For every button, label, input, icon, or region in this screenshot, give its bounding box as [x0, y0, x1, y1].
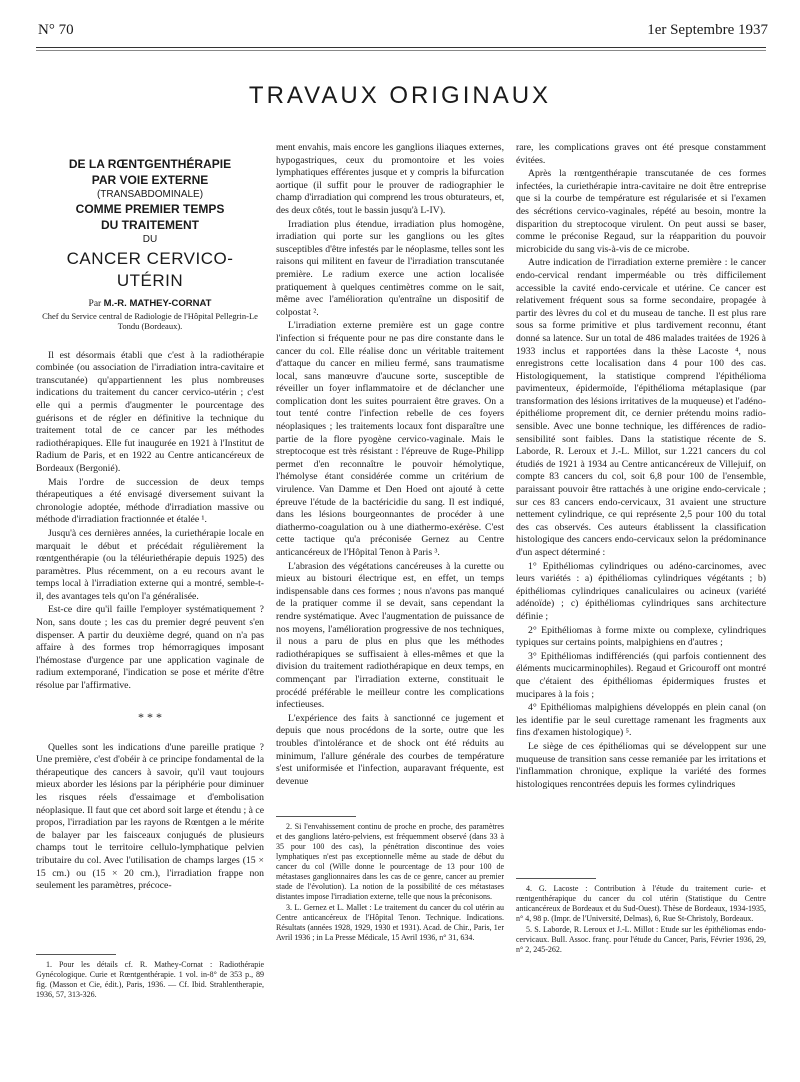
- footnotes-col-1: [36, 960, 264, 1001]
- footnote: 5. S. Laborde, R. Leroux et J.-L. Millot : Etude sur les épithéliomas endo-cervicaux. Bull. Assoc. franç. pour l'étude du Cancer, Paris, Février 1936, 29, n° 2, 245-262.: [516, 925, 766, 954]
- footnote: 3. L. Gernez et L. Mallet : Le traitement du cancer du col utérin au Centre anticancéreux de l'Hôpital Tenon. Technique. Indications. Résultats (années 1928, 1929, 1930 et 1931). Acad. de Chir., Paris, 1er Avril 1936 ; in La Presse Médicale, 15 Avril 1936, n° 31, 634.: [276, 903, 504, 942]
- footnote-rule: [276, 816, 356, 817]
- footnote: 4. G. Lacoste : Contribution à l'étude du traitement curie- et rœntgenthérapique du cancer du col utérin (Statistique du Centre anticancéreux de Bordeaux et du Sud-Ouest). Thèse de Bordeaux, 1934-1935, n° 4, 98 p. (Impr. de l'Université, Delmas), 6, Rue St-Christoly, Bordeaux.: [516, 884, 766, 923]
- title-line: DE LA RŒNTGENTHÉRAPIE: [68, 157, 232, 171]
- section-title: TRAVAUX ORIGINAUX: [248, 82, 552, 109]
- paragraph: Quelles sont les indications d'une pareille pratique ? Une première, c'est d'obéir à ce principe fondamental de la thérapeutique des cancers à savoir, qu'il vaut toujours mieux aborder les lésions par la périphérie pour diminuer les risques réels d'essaimage et d'embolisation néoplasique. Il faut que cet abord soit large et étendu ; à ce propos, l'irradiation par les rayons de Rœntgen a le mérite de balayer par les faisceaux conjugués de plusieurs champs tout le territoire cellulo-lymphatique pelvien tributaire du col. Avec l'utilisation de champs larges (15 × 15 cm.) ou (15 × 20 cm.), l'irradiation frappe non seulement les paramètres, précoce-: [36, 741, 264, 892]
- footnote: 1. Pour les détails cf. R. Mathey-Cornat : Radiothérapie Gynécologique. Curie et Rœntgenthérapie. 1 vol. in-8° de 353 p., 89 fig. (Masson et Cie, édit.), Paris, 1936. — Cf. Ibid. Strahlentherapie, 1936, 57, 313-326.: [36, 960, 264, 999]
- paragraph: Il est désormais établi que c'est à la radiothérapie combinée (ou association de l'irradiation intra-cavitaire et transcutanée) qu'appartiennent les plus nombreuses indications du traitement du cancer cervico-utérin ; c'est elle qui a permis d'augmenter le pourcentage des guérisons et de régler en définitive la technique du traitement total de ce cancer par les méthodes radiothérapiques. Elle fut inaugurée en 1921 à l'Institut de Radium de Paris, et en 1922 au Centre anticancéreux de Bordeaux (Bergonié).: [36, 349, 264, 474]
- author-affiliation: Chef du Service central de Radiologie de l'Hôpital Pellegrin-Le Tondu (Bordeaux).: [42, 310, 258, 332]
- title-line: CANCER CERVICO-UTÉRIN: [66, 249, 234, 290]
- footnotes-col-2: [276, 822, 504, 944]
- title-line: (TRANSABDOMINALE): [96, 189, 204, 200]
- paragraph: Le siège de ces épithéliomas qui se développent sur une muqueuse de transition sans cesse remaniée par les irritations et l'inflammation chronique, explique la variété des formes histologiques rencontrées depuis les formes cylindriques: [516, 740, 766, 790]
- paragraph: Est-ce dire qu'il faille l'employer systématiquement ? Non, sans doute ; les cas du premier degré peuvent s'en dispenser. A partir du deuxième degré, quand on n'a pas affaire à des formes trop hémorragiques imposant l'hémostase d'urgence par une application vaginale de radium extemporané, l'indication se pose et mérite d'être résolue par l'affirmative.: [36, 604, 264, 692]
- paragraph: Autre indication de l'irradiation externe première : le cancer endo-cervical rendant imperméable ou très difficilement accessible la cavité endo-cervicale et utérine. Ce cancer est relativement fréquent sous sa forme secondaire, propagée à partir des lèvres du col et du museau de tanche. Il est plus rare sous sa forme primitive et plus tardivement reconnu, étant donné sa latence. Sur un total de 486 malades traitées de 1926 à 1933 inclus et rapportées dans la thèse Lacoste ⁴, nous enregistrons cette localisation dans 4 pour 100 des cas. Histologiquement, la statistique comprend l'épithélioma pavimenteux, épidermoïde, l'épithélioma métaplasique (par transformation des lésions irritatives de la muqueuse) et l'adéno-épithéliome proprement dit, ce dernier prétendu moins radio-sensible. Avec une bonne technique, les différences de radio-sensibilité sont faibles. Dans la statistique récente de S. Laborde, R. Leroux et J.-L. Millot, sur 1.221 cancers du col étudiés de 1921 à 1934 au Centre anticancéreux de Villejuif, on compte 83 cancers du col, soit 6,8 pour 100 de l'ensemble, paraissant pouvoir être rattachés à une origine endo-cervicale ; sur ces 83 cancers endo-cervicaux, 31 avaient une structure nettement cylindrique, ce qui représente 2,5 pour 100 du total des cas observés. Ces auteurs établissent la classification histologique des cancers endo-cervicaux selon la prédominance d'un aspect déterminé :: [516, 257, 766, 558]
- paragraph: L'expérience des faits à sanctionné ce jugement et depuis que nous procédons de la sorte, outre que les troubles d'intolérance et de shock ont été réduits au minimum, l'allure générale des courbes de température s'est uniformisée et l'infection, auparavant fréquente, est devenue: [276, 712, 504, 787]
- author-name: M.-R. MATHEY-CORNAT: [103, 298, 212, 309]
- author-prefix: Par: [88, 299, 102, 309]
- footnote-rule: [36, 954, 116, 955]
- footnote-rule: [516, 878, 596, 879]
- paragraph: L'irradiation externe première est un gage contre l'infection si fréquente pour ne pas dire constante dans le cancer du col. Elle réalise donc un véritable traitement d'attaque du cancer en milieu fermé, sans traumatisme local, sans manœuvre d'aucune sorte, susceptible de réveiller un foyer inflammatoire et de déclancher une complication dont les suites pourraient être graves. On a tout tenté contre l'infection rebelle de ces foyers néoplasiques ; les traitements locaux font disparaître une partie de la flore pyogène cervico-vaginale. Mais le streptocoque est très résistant : l'épreuve de Ruge-Philipp permet d'en reconnaître le pouvoir hémolytique, l'hémolyse étant considérée comme un critérium de virulence. Van Damme et Den Hoed ont ajouté à cette épreuve l'étude de la bactéricidie du sang. Il est indiqué, dans les lésions bourgeonnantes de procéder à une diathermo-coagulation ou à une diathermo-exérèse. C'est cette tactique qu'a préconisée Gernez au Centre anticancéreux de l'Hôpital Tenon à Paris ³.: [276, 320, 504, 558]
- byline: [36, 298, 264, 311]
- paragraph: rare, les complications graves ont été presque constamment évitées.: [516, 142, 766, 166]
- article-title: [36, 156, 264, 292]
- issue-number: N° 70: [38, 22, 74, 38]
- header-rule-thin: [36, 50, 766, 51]
- paragraph: Après la rœntgenthérapie transcutanée de ces formes infectées, la curiethérapie intra-cavitaire ne doit être entreprise que si la courbe de température est régularisée et si l'examen des sécrétions cervico-vaginales, répété au besoin, montre la disparition du streptocoque virulent. On peut aussi se baser, comme le préconise Regaud, sur la réapparition du pouvoir microbicide du sang vis-à-vis de ce microbe.: [516, 168, 766, 255]
- section-divider-stars: * * *: [138, 709, 162, 724]
- paragraph: ment envahis, mais encore les ganglions iliaques externes, hypogastriques, ceux du promontoire et les voies lymphatiques efférentes jusque et y compris la bifurcation aortique (il suffit pour le prouver de radiographier le champ d'irradiation qui comprend les trous obturateurs, et, des deux côtés, tout le bassin jusqu'à L-IV).: [276, 142, 504, 216]
- footnotes-col-3: [516, 884, 766, 956]
- column-1: [36, 142, 264, 894]
- paragraph: 1° Epithéliomas cylindriques ou adéno-carcinomes, avec leurs variétés : a) épithéliomas cylindriques végétants ; b) épithéliomas cylindriques canaliculaires ou acineux (variété adénoïde) ; c) épithéliomas cylindriques sans architecture définie ;: [516, 560, 766, 622]
- title-line: DU TRAITEMENT: [101, 218, 199, 232]
- paragraph: 2° Epithéliomas à forme mixte ou complexe, cylindriques typiques sur certains points, malpighiens en d'autres ;: [516, 624, 766, 649]
- column-3: [516, 142, 766, 792]
- title-line: COMME PREMIER TEMPS: [75, 202, 225, 216]
- title-line: PAR VOIE EXTERNE: [91, 173, 209, 187]
- issue-date: 1er Septembre 1937: [647, 22, 768, 38]
- header-rule: [36, 47, 766, 48]
- paragraph: Mais l'ordre de succession de deux temps thérapeutiques a été envisagé diversement suivant la chronologie adoptée, méthode d'irradiation massive ou méthode d'irradiation fractionnée et étalée ¹.: [36, 476, 264, 526]
- footnote: 2. Si l'envahissement continu de proche en proche, des paramètres et des ganglions latéro-pelviens, est fréquemment observé (dans 33 à 35 pour 100 des cas), la pénétration discontinue des voies lymphatiques n'est pas exceptionnelle même au stade de début du cancer du col (Wille donne le pourcentage de 13 pour 100 de métastases ganglionnaires dans les cas de ce genre, cancer au premier stade de l'évolution). La notion de la possibilité de ces métastases distantes impose l'irradiation externe, telle que nous la préconisons.: [276, 822, 504, 901]
- running-header: [0, 22, 800, 44]
- column-2: [276, 142, 504, 789]
- paragraph: Irradiation plus étendue, irradiation plus homogène, irradiation qui porte sur les ganglions ou les gîtes susceptibles d'être infestés par le néoplasme, telles sont les raisons qui militent en faveur de l'irradiation transcutanée première. Le radium exerce une action localisée pratiquement à quelques centimètres comme on le sait, même avec l'amélioration qu'entraîne un dispositif de colpostat ².: [276, 218, 504, 318]
- paragraph: 4° Epithéliomas malpighiens développés en plein canal (on les identifie par le seul curettage ramenant les fragments aux fins d'examen histologique) ⁵.: [516, 702, 766, 739]
- paragraph: L'abrasion des végétations cancéreuses à la curette ou mieux au bistouri électrique est, en effet, un temps indispensable dans ces formes ; nous n'avons pas manqué de la pratiquer comme il se devait, sans cependant la rendre systématique. Avec l'augmentation de puissance de nos moyens, l'amélioration progressive de nos techniques, il nous a paru de plus en plus que les méthodes radiothérapiques se suffisaient à elles-mêmes et que la division du traitement radiothérapique en deux temps, en commençant par l'irradiation externe, constituait le procédé préférable le meilleur contre les complications infectieuses.: [276, 560, 504, 711]
- title-line: DU: [142, 234, 158, 245]
- paragraph: Jusqu'à ces dernières années, la curiethérapie locale en marquait le début et précédait régulièrement la rœntgenthérapie (ou la téléuriethérapie depuis 1925) des paramètres. Plus récemment, on a eu recours avant le temps local à l'irradiation externe qui a montré, semble-t-il, des avantages tels qu'on l'a généralisée.: [36, 527, 264, 602]
- paragraph: 3° Epithéliomas indifférenciés (qui parfois contiennent des éléments mucicarminophiles). Regaud et Gricouroff ont montré que c'étaient des épithéliomas épidermiques frustes et mucipares à la fois ;: [516, 650, 766, 700]
